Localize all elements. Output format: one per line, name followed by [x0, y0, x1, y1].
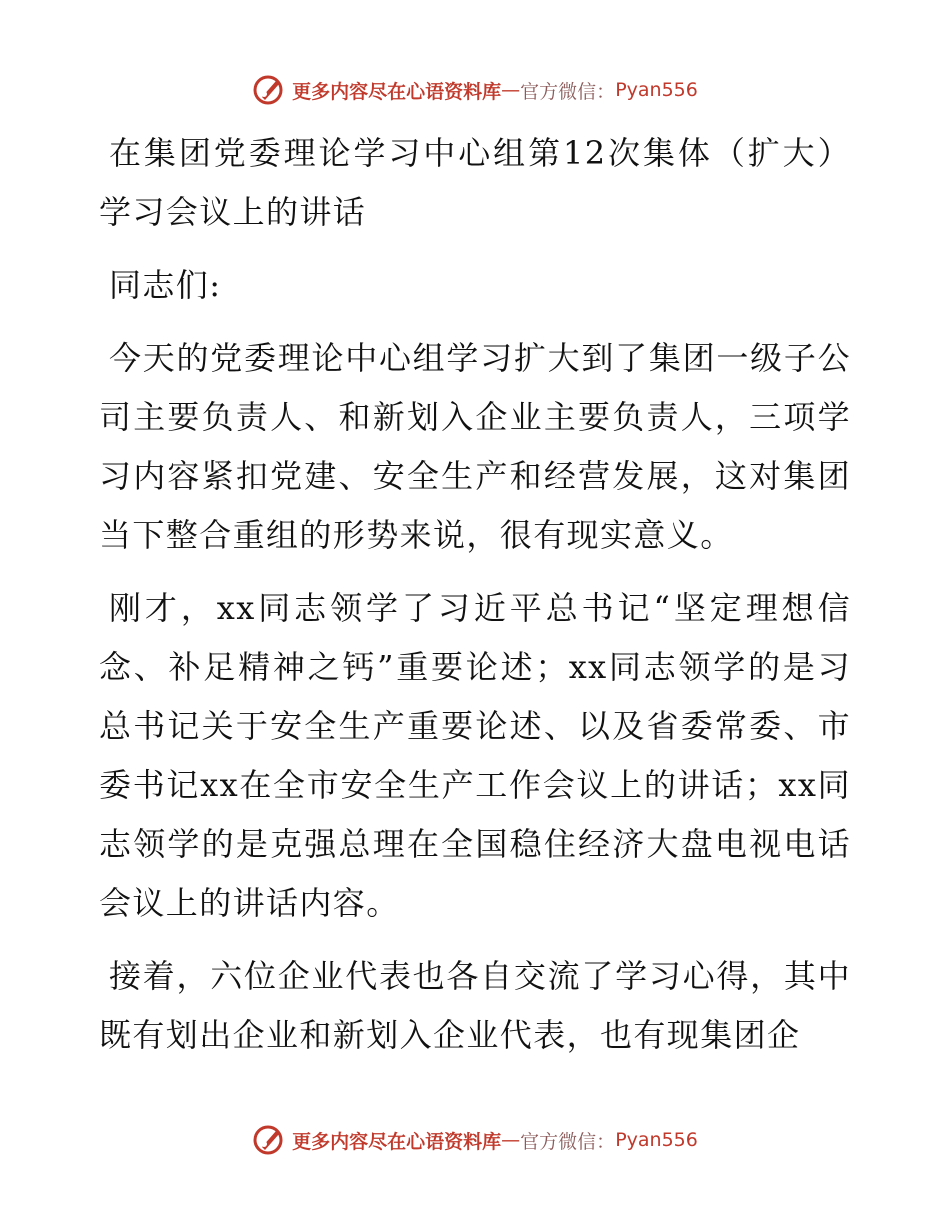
quill-logo-icon — [252, 73, 286, 107]
document-title: 在集团党委理论学习中心组第12次集体（扩大）学习会议上的讲话 — [99, 134, 851, 231]
banner-wechat-id: Pyan556 — [615, 1129, 698, 1151]
banner-dash: — — [501, 1129, 521, 1151]
footer-banner — [0, 1120, 950, 1160]
banner-brand-text: 更多内容尽在心语资料库 — [292, 1130, 502, 1153]
paragraph-1: 今天的党委理论中心组学习扩大到了集团一级子公司主要负责人、和新划入企业主要负责人，三项学习内容紧扣党建、安全生产和经营发展，这对集团当下整合重组的形势来说，很有现实意义。 — [99, 339, 851, 554]
banner-dash: — — [501, 79, 521, 101]
banner-official-label: 官方微信： — [520, 80, 616, 103]
quill-logo-icon — [252, 1123, 286, 1157]
banner-official-label: 官方微信： — [520, 1130, 616, 1153]
banner-wechat-id: Pyan556 — [615, 79, 698, 101]
banner-brand-text: 更多内容尽在心语资料库 — [292, 80, 502, 103]
paragraph-2: 刚才，xx同志领学了习近平总书记“坚定理想信念、补足精神之钙”重要论述；xx同志领学的是习总书记关于安全生产重要论述、以及省委常委、市委书记xx在全市安全生产工作会议上的讲话；xx同志领学的是克强总理在全国稳住经济大盘电视电话会议上的讲话内容。 — [99, 589, 851, 922]
paragraph-3: 接着，六位企业代表也各自交流了学习心得，其中既有划出企业和新划入企业代表，也有现集团企 — [99, 957, 851, 1054]
document-body — [99, 124, 851, 1079]
header-banner — [0, 70, 950, 110]
salutation: 同志们: — [109, 266, 222, 304]
